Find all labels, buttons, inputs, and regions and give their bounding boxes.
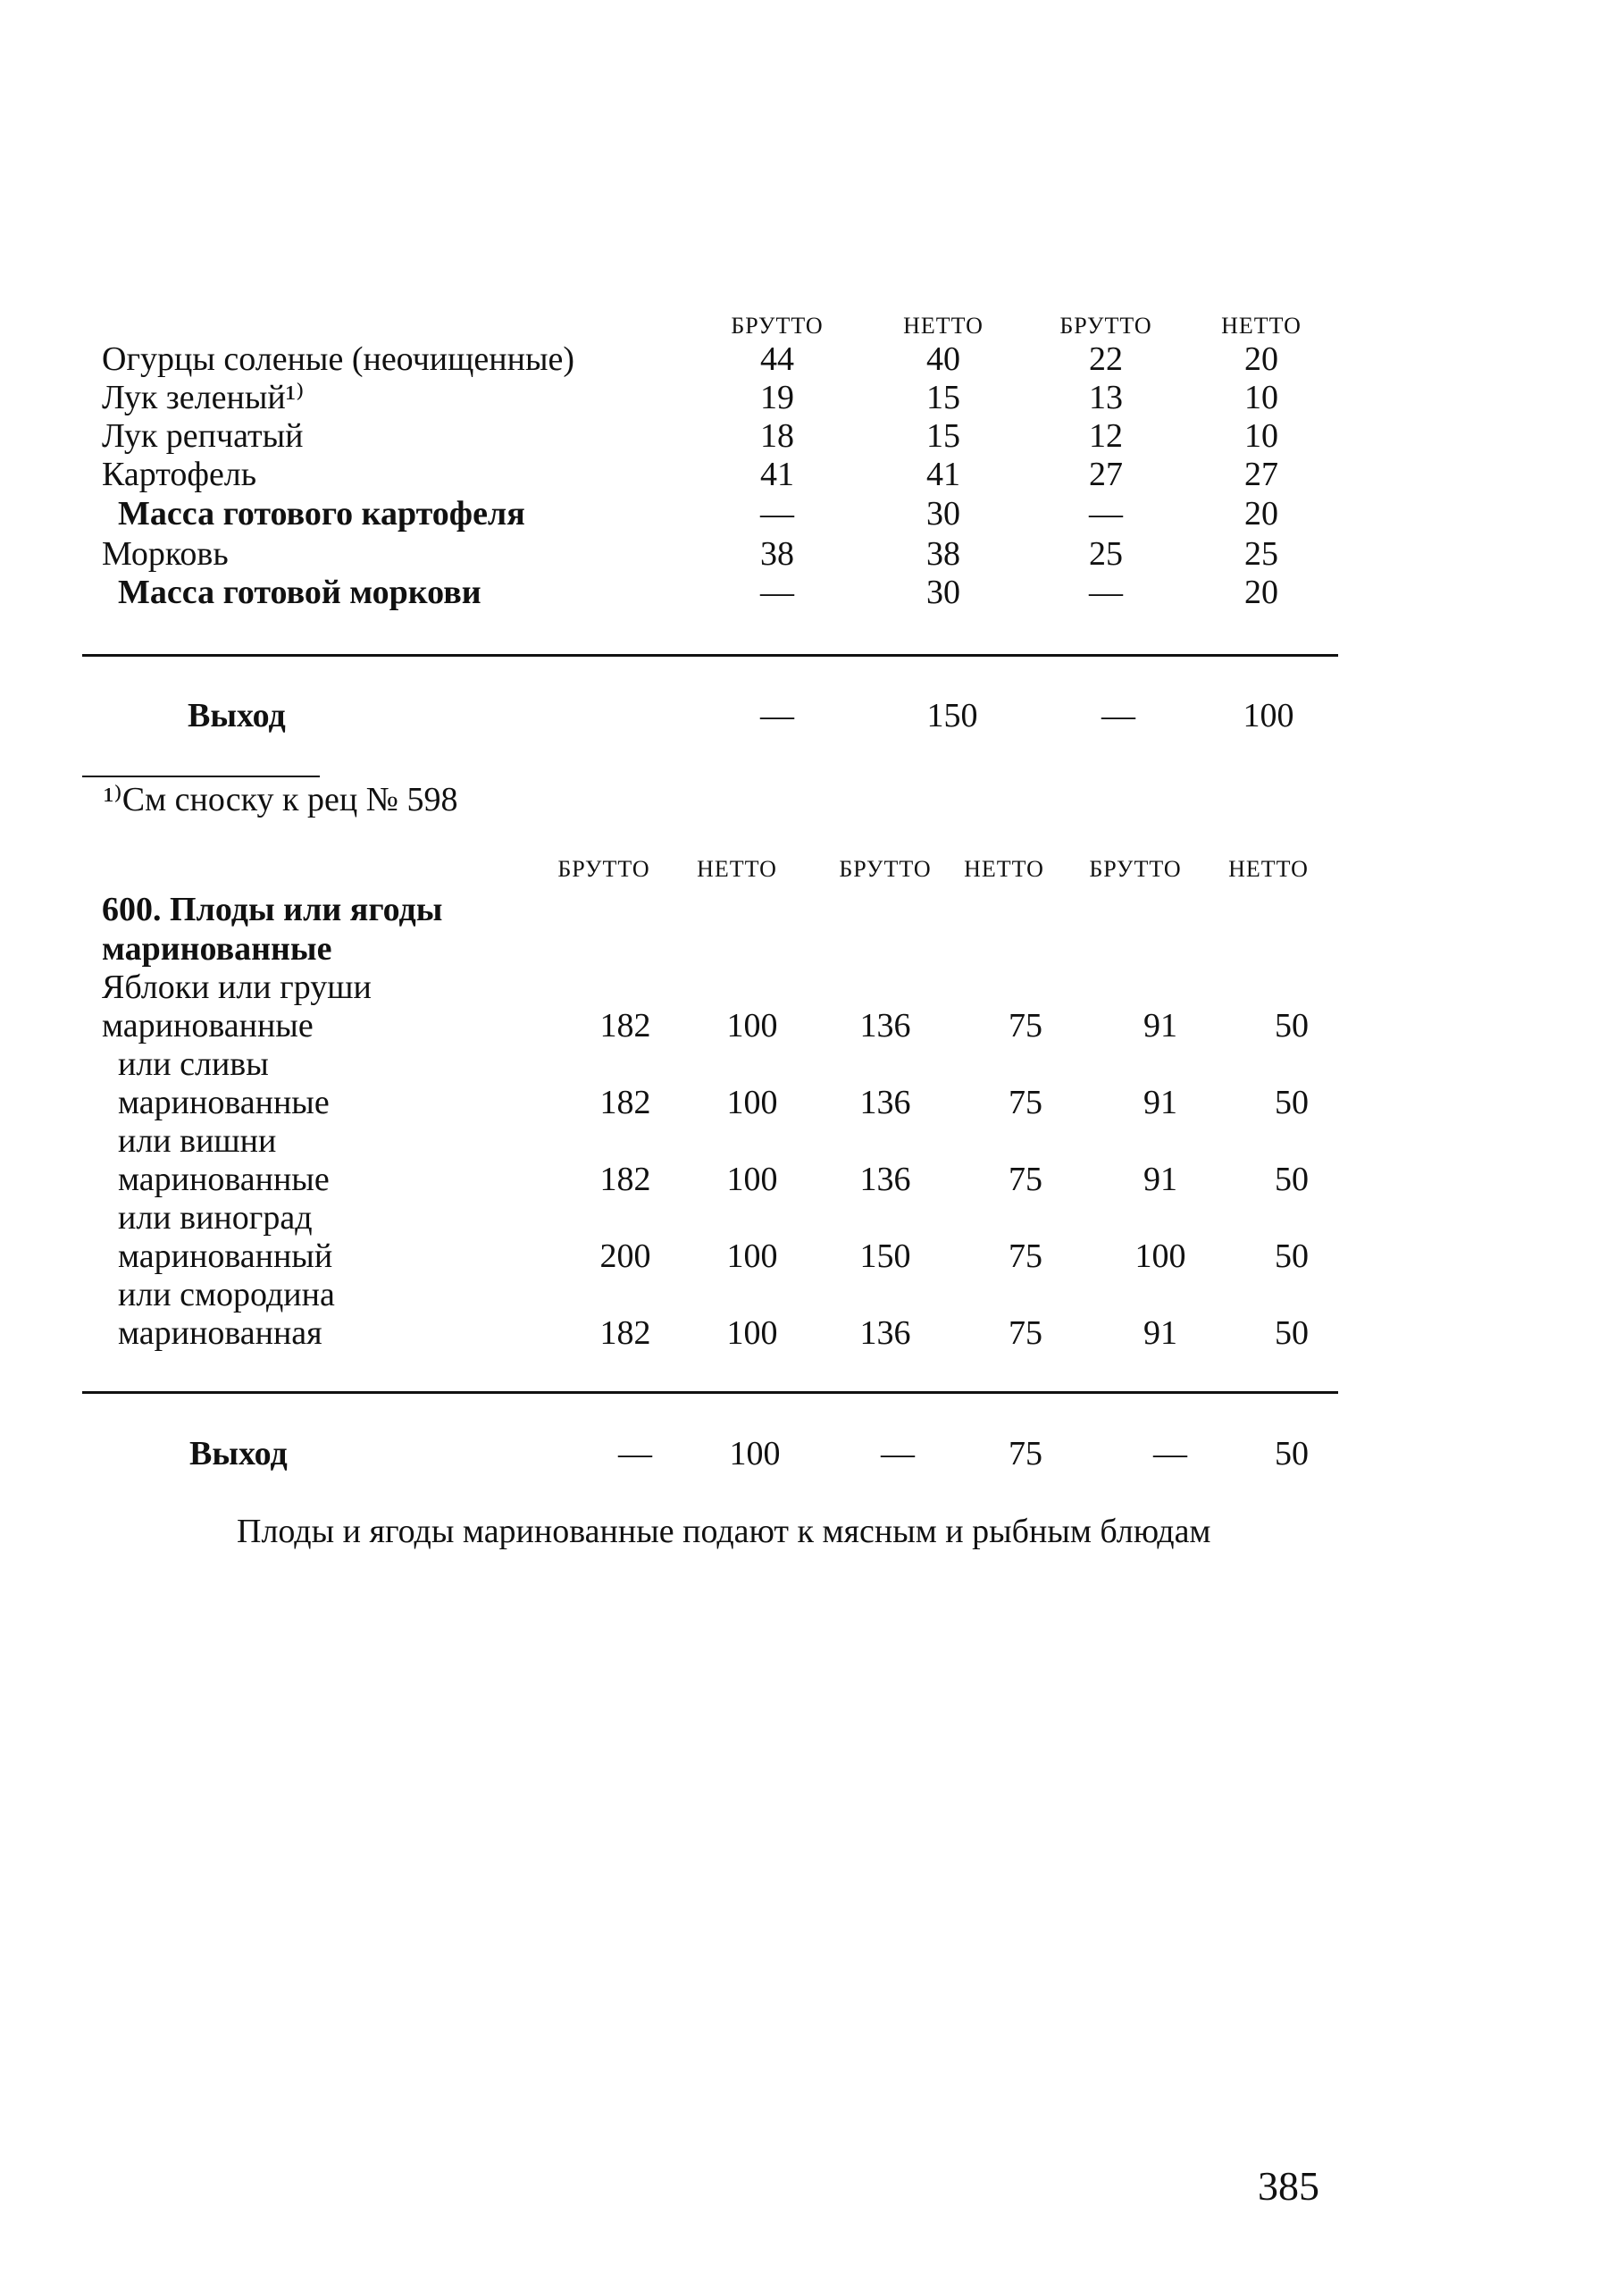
- table-cell: 25: [1244, 535, 1278, 573]
- table-cell: —: [618, 1435, 652, 1472]
- table-cell: 12: [1089, 417, 1123, 455]
- serving-note: Плоды и ягоды маринованные подают к мясным и рыбным блюдам: [237, 1513, 1211, 1550]
- table-cell: —: [760, 574, 794, 611]
- table-cell: 15: [926, 417, 960, 455]
- table-cell: —: [1089, 574, 1123, 611]
- row-label-continued: маринованные: [102, 1007, 314, 1044]
- footnote-rule: [82, 776, 320, 777]
- table-cell: 44: [760, 340, 794, 378]
- table-cell: 40: [926, 340, 960, 378]
- table-cell: 75: [1009, 1314, 1042, 1352]
- table-cell: 38: [926, 535, 960, 573]
- table-cell: 91: [1143, 1161, 1177, 1198]
- table-cell: 75: [1009, 1161, 1042, 1198]
- column-header-brutto: БРУТТО: [839, 856, 932, 882]
- footnote: ¹⁾См сноску к рец № 598: [104, 781, 458, 818]
- table-cell: 75: [1009, 1435, 1042, 1472]
- table-cell: —: [1089, 495, 1123, 533]
- table-cell: 200: [599, 1237, 651, 1275]
- table-cell: 30: [926, 495, 960, 533]
- recipe-title: 600. Плоды или ягоды: [102, 891, 443, 928]
- table-cell: 100: [1243, 697, 1294, 734]
- column-header-brutto: БРУТТО: [557, 856, 650, 882]
- row-label-continued: маринованный: [118, 1237, 333, 1275]
- output-label: Выход: [188, 697, 286, 734]
- row-label: Огурцы соленые (неочищенные): [102, 340, 574, 378]
- table-cell: 182: [599, 1007, 651, 1044]
- table-cell: 30: [926, 574, 960, 611]
- table-cell: 100: [1134, 1237, 1186, 1275]
- table-cell: —: [1153, 1435, 1187, 1472]
- table-cell: 50: [1275, 1237, 1309, 1275]
- table-cell: —: [760, 697, 794, 734]
- table-cell: 100: [726, 1007, 778, 1044]
- table-cell: 15: [926, 379, 960, 416]
- table-cell: 75: [1009, 1007, 1042, 1044]
- row-label-continued: маринованные: [118, 1084, 330, 1121]
- table-cell: 182: [599, 1161, 651, 1198]
- row-label: Морковь: [102, 535, 229, 573]
- column-header-netto: НЕТТО: [1221, 313, 1302, 339]
- row-label: Лук зеленый¹⁾: [102, 379, 305, 416]
- table-cell: 100: [726, 1161, 778, 1198]
- table-cell: 100: [726, 1314, 778, 1352]
- column-header-netto: НЕТТО: [1228, 856, 1309, 882]
- row-label: Масса готового картофеля: [118, 495, 525, 533]
- row-label-continued: маринованная: [118, 1314, 322, 1352]
- table-cell: 41: [926, 456, 960, 493]
- table-cell: 22: [1089, 340, 1123, 378]
- table-cell: 182: [599, 1314, 651, 1352]
- row-label-continued: маринованные: [118, 1161, 330, 1198]
- row-label: или смородина: [118, 1276, 335, 1313]
- table-cell: 91: [1143, 1314, 1177, 1352]
- output-label: Выход: [189, 1435, 288, 1472]
- row-label: или виноград: [118, 1199, 313, 1237]
- table-cell: 50: [1275, 1435, 1309, 1472]
- table-cell: 91: [1143, 1084, 1177, 1121]
- table-cell: 41: [760, 456, 794, 493]
- recipe-title-continued: маринованные: [102, 930, 332, 968]
- row-label: или сливы: [118, 1045, 269, 1083]
- table-cell: 136: [859, 1161, 911, 1198]
- row-label: Масса готовой моркови: [118, 574, 481, 611]
- column-header-netto: НЕТТО: [964, 856, 1044, 882]
- table-cell: —: [881, 1435, 915, 1472]
- row-label: или вишни: [118, 1122, 277, 1160]
- table-cell: 50: [1275, 1161, 1309, 1198]
- page-number: 385: [1258, 2163, 1319, 2209]
- table-cell: 100: [726, 1237, 778, 1275]
- table-cell: 10: [1244, 417, 1278, 455]
- row-label: Картофель: [102, 456, 257, 493]
- column-header-brutto: БРУТТО: [1089, 856, 1182, 882]
- table-cell: 182: [599, 1084, 651, 1121]
- table-cell: 75: [1009, 1237, 1042, 1275]
- table-cell: 136: [859, 1314, 911, 1352]
- column-header-brutto: БРУТТО: [731, 313, 824, 339]
- table-cell: 10: [1244, 379, 1278, 416]
- table-cell: 20: [1244, 495, 1278, 533]
- table-cell: 91: [1143, 1007, 1177, 1044]
- table-cell: 136: [859, 1084, 911, 1121]
- table-cell: 20: [1244, 340, 1278, 378]
- column-header-brutto: БРУТТО: [1059, 313, 1152, 339]
- table-cell: 27: [1244, 456, 1278, 493]
- table-cell: 13: [1089, 379, 1123, 416]
- table-cell: 136: [859, 1007, 911, 1044]
- table-cell: 50: [1275, 1314, 1309, 1352]
- table-cell: 38: [760, 535, 794, 573]
- table-cell: 25: [1089, 535, 1123, 573]
- table-cell: 50: [1275, 1084, 1309, 1121]
- table-cell: —: [1101, 697, 1135, 734]
- table-cell: 100: [726, 1084, 778, 1121]
- divider: [82, 654, 1338, 657]
- table-cell: 27: [1089, 456, 1123, 493]
- table-cell: 19: [760, 379, 794, 416]
- table-cell: 150: [859, 1237, 911, 1275]
- divider: [82, 1391, 1338, 1394]
- table-cell: 75: [1009, 1084, 1042, 1121]
- table-cell: 150: [926, 697, 978, 734]
- table-cell: 20: [1244, 574, 1278, 611]
- table-cell: 100: [729, 1435, 781, 1472]
- column-header-netto: НЕТТО: [903, 313, 984, 339]
- row-label: Яблоки или груши: [102, 969, 372, 1006]
- row-label: Лук репчатый: [102, 417, 304, 455]
- table-cell: 50: [1275, 1007, 1309, 1044]
- table-cell: —: [760, 495, 794, 533]
- table-cell: 18: [760, 417, 794, 455]
- column-header-netto: НЕТТО: [697, 856, 777, 882]
